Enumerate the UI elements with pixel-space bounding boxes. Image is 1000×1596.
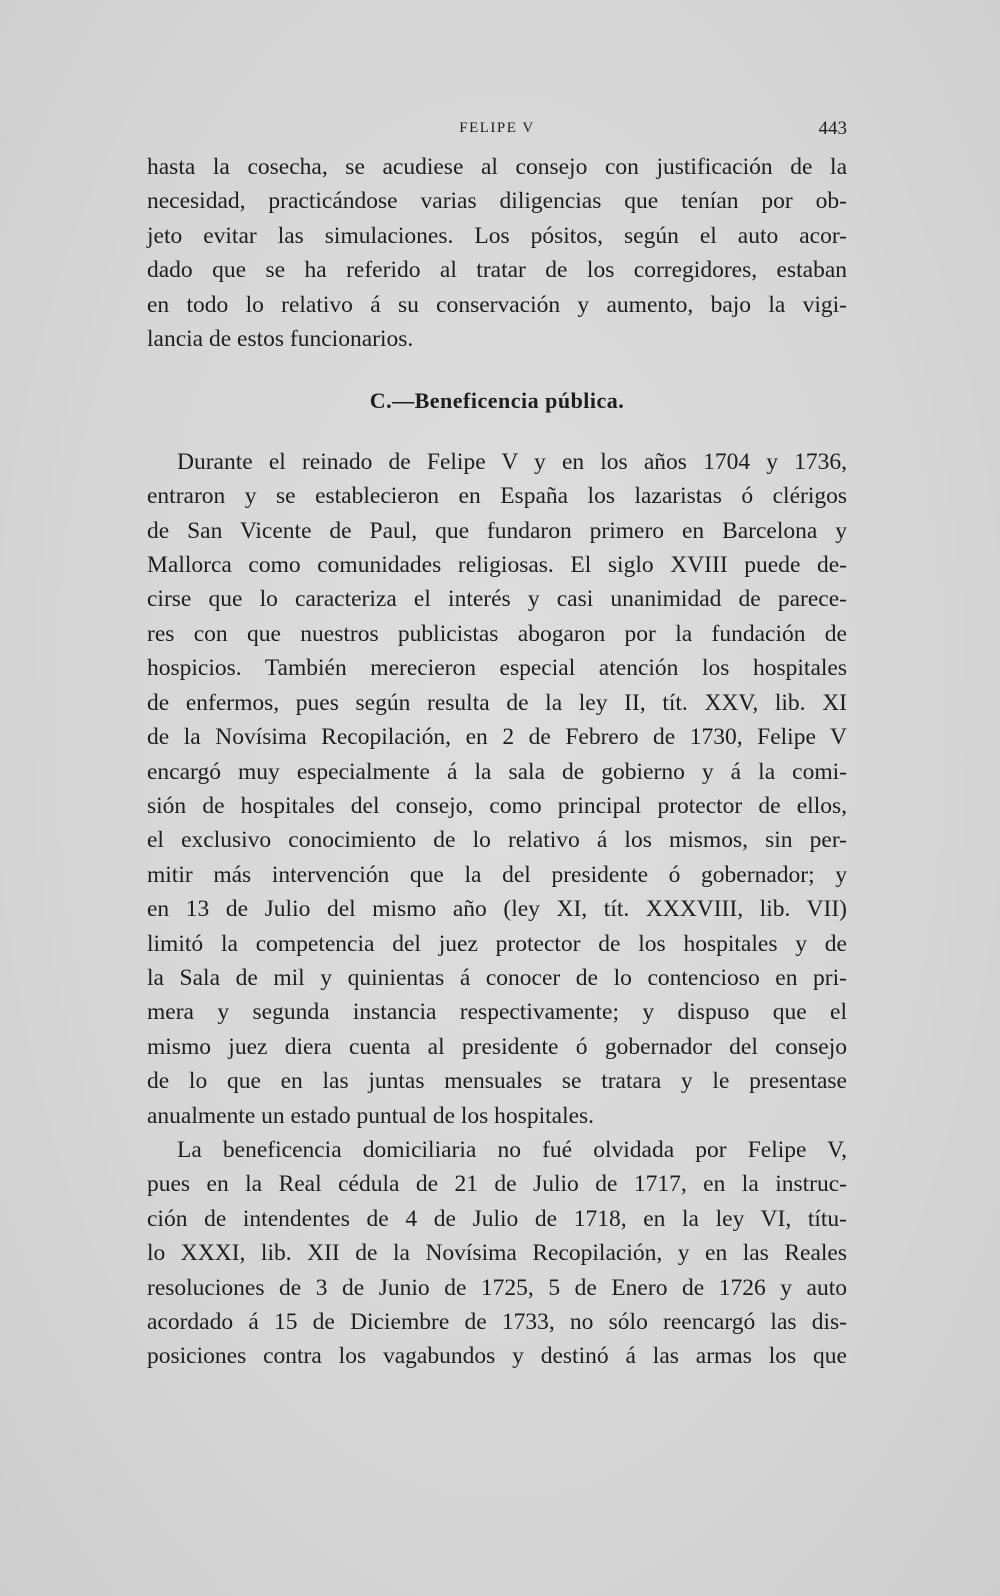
running-head bbox=[147, 118, 847, 142]
text-line: resoluciones de 3 de Junio de 1725, 5 de Enero de 1726 y auto bbox=[147, 1274, 847, 1301]
text-line: hospicios. También merecieron especial atención los hospitales bbox=[147, 655, 847, 682]
text-line: ción de intendentes de 4 de Julio de 1718, en la ley VI, títu- bbox=[147, 1205, 847, 1232]
text-line: res con que nuestros publicistas abogaron por la fundación de bbox=[147, 620, 847, 647]
text-line: entraron y se establecieron en España los lazaristas ó clérigos bbox=[147, 483, 847, 510]
text-line: la Sala de mil y quinientas á conocer de lo contencioso en pri- bbox=[147, 964, 847, 991]
body-text bbox=[147, 150, 847, 1374]
text-line: mismo juez diera cuenta al presidente ó gobernador del consejo bbox=[147, 1033, 847, 1060]
text-line: jeto evitar las simulaciones. Los pósitos, según el auto acor- bbox=[147, 222, 847, 249]
paragraph-3 bbox=[147, 1133, 847, 1374]
text-line: mitir más intervención que la del presidente ó gobernador; y bbox=[147, 861, 847, 888]
text-line: La beneficencia domiciliaria no fué olvidada por Felipe V, bbox=[177, 1136, 847, 1163]
text-line: de San Vicente de Paul, que fundaron primero en Barcelona y bbox=[147, 517, 847, 544]
text-line: en todo lo relativo á su conservación y aumento, bajo la vigi- bbox=[147, 291, 847, 318]
text-line: dado que se ha referido al tratar de los corregidores, estaban bbox=[147, 257, 847, 284]
text-line: lo XXXI, lib. XII de la Novísima Recopilación, y en las Reales bbox=[147, 1240, 847, 1267]
text-line: Mallorca como comunidades religiosas. El siglo XVIII puede de- bbox=[147, 552, 847, 579]
text-line: necesidad, practicándose varias diligencias que tenían por ob- bbox=[147, 188, 847, 215]
text-line: en 13 de Julio del mismo año (ley XI, tít. XXXVIII, lib. VII) bbox=[147, 896, 847, 923]
text-line: lancia de estos funcionarios. bbox=[147, 326, 414, 353]
text-line: sión de hospitales del consejo, como principal protector de ellos, bbox=[147, 792, 847, 819]
text-line: de enfermos, pues según resulta de la ley II, tít. XXV, lib. XI bbox=[147, 689, 847, 716]
text-line: anualmente un estado puntual de los hospitales. bbox=[147, 1102, 595, 1129]
paragraph-2 bbox=[147, 445, 847, 1133]
text-line: mera y segunda instancia respectivamente; y dispuso que el bbox=[147, 999, 847, 1026]
text-line: encargó muy especialmente á la sala de gobierno y á la comi- bbox=[147, 758, 847, 785]
running-title: FELIPE V bbox=[459, 120, 535, 136]
text-line: cirse que lo caracteriza el interés y casi unanimidad de parece- bbox=[147, 586, 847, 613]
text-line: limitó la competencia del juez protector de los hospitales y de bbox=[147, 930, 847, 957]
section-heading: C.—Beneficencia pública. bbox=[369, 388, 625, 414]
text-line: el exclusivo conocimiento de lo relativo á los mismos, sin per- bbox=[147, 827, 847, 854]
text-line: de lo que en las juntas mensuales se tratara y le presentase bbox=[147, 1068, 847, 1095]
text-line: pues en la Real cédula de 21 de Julio de 1717, en la instruc- bbox=[147, 1171, 847, 1198]
text-line: acordado á 15 de Diciembre de 1733, no sólo reencargó las dis- bbox=[147, 1309, 847, 1335]
text-line: Durante el reinado de Felipe V y en los años 1704 y 1736, bbox=[177, 448, 847, 475]
text-line: de la Novísima Recopilación, en 2 de Febrero de 1730, Felipe V bbox=[147, 724, 847, 751]
page-number: 443 bbox=[818, 118, 847, 139]
text-line: posiciones contra los vagabundos y destinó á las armas los que bbox=[147, 1343, 847, 1370]
paragraph-1 bbox=[147, 150, 847, 356]
text-line: hasta la cosecha, se acudiese al consejo con justificación de la bbox=[147, 154, 847, 180]
